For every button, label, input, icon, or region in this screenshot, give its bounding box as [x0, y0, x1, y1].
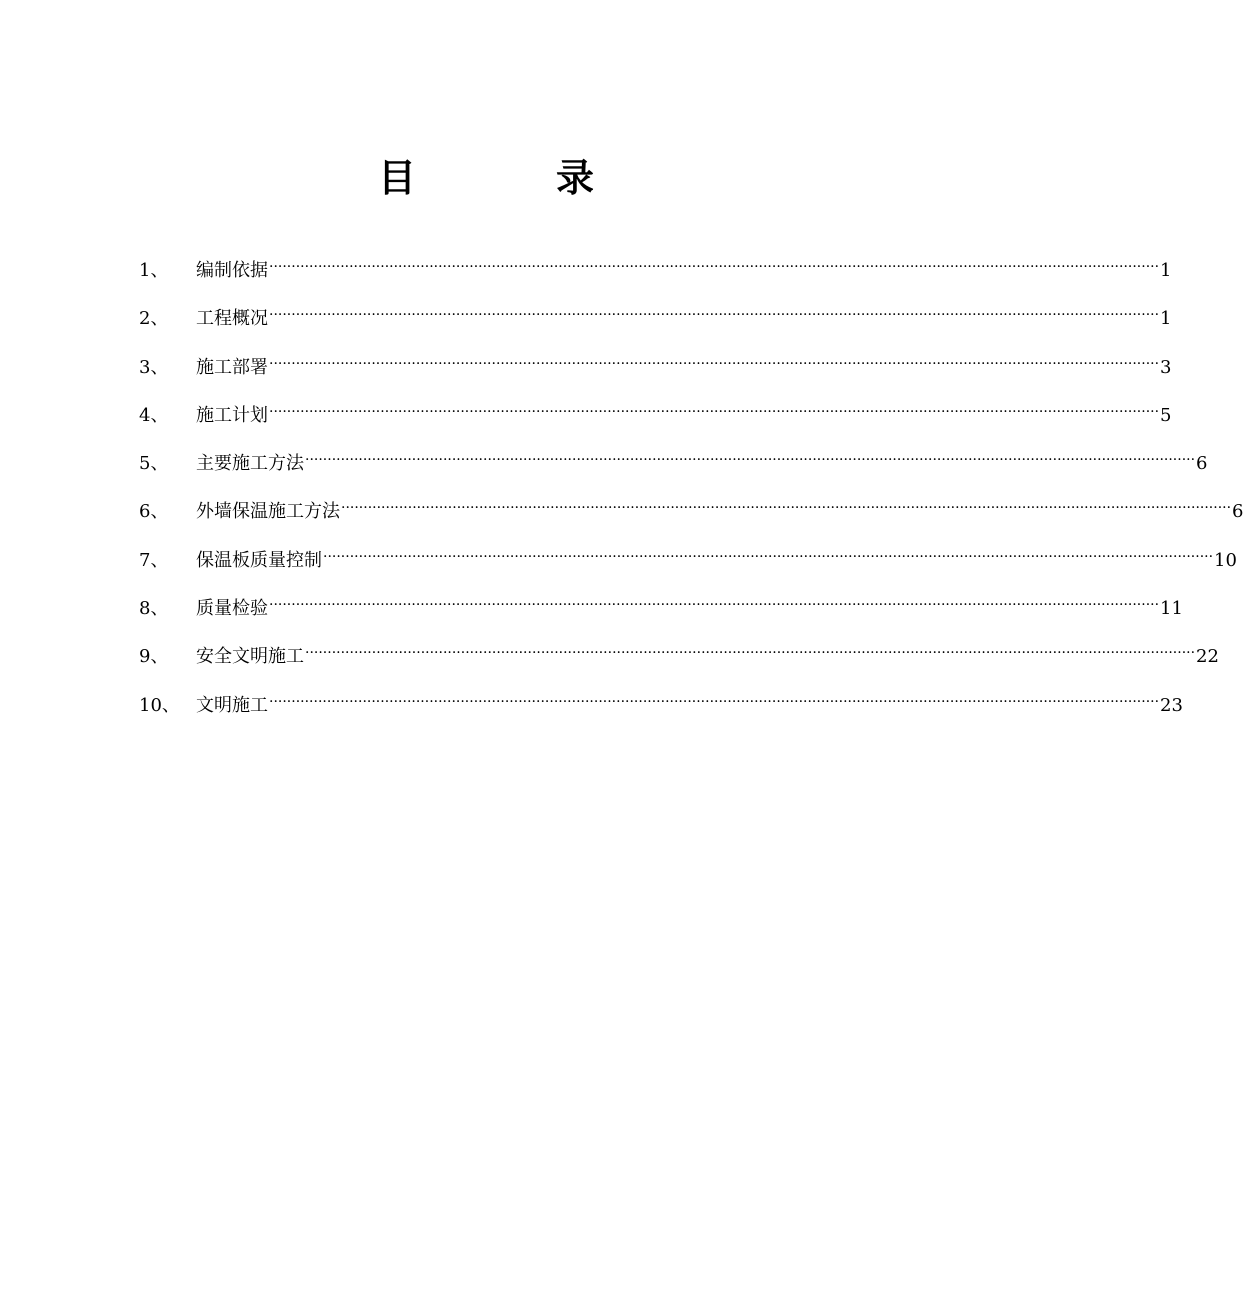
toc-entry-page: 22 [1196, 646, 1219, 668]
toc-dot-leader: ········································································································································································································ [269, 307, 1160, 324]
toc-entry-page: 10 [1214, 549, 1237, 571]
title-char-2: 录 [556, 156, 595, 200]
toc-entry[interactable] [139, 542, 1237, 590]
toc-entry-page: 23 [1160, 694, 1183, 716]
toc-entry-number: 7、 [139, 549, 169, 571]
toc-entry-page: 11 [1160, 598, 1183, 620]
toc-dot-leader: ········································································································································································································ [341, 500, 1232, 517]
toc-entry[interactable] [139, 590, 1183, 638]
toc-entry[interactable] [139, 687, 1183, 735]
toc-entry-label: 保温板质量控制 [196, 549, 322, 571]
toc-entry-number: 5、 [139, 453, 169, 475]
toc-entry[interactable] [139, 252, 1172, 300]
toc-entry[interactable] [139, 300, 1172, 348]
toc-entry-page: 3 [1160, 356, 1172, 378]
table-of-contents [139, 252, 1244, 735]
toc-entry[interactable] [139, 349, 1172, 397]
toc-entry[interactable] [139, 397, 1172, 445]
toc-entry[interactable] [139, 638, 1219, 686]
toc-entry[interactable] [139, 493, 1244, 541]
toc-entry[interactable] [139, 445, 1208, 493]
toc-entry-label: 工程概况 [196, 308, 268, 330]
toc-dot-leader: ········································································································································································································ [269, 693, 1160, 710]
toc-entry-number: 3、 [139, 356, 169, 378]
toc-entry-label: 文明施工 [196, 694, 268, 716]
toc-dot-leader: ········································································································································································································ [269, 355, 1160, 372]
page-title [0, 150, 920, 206]
toc-dot-leader: ········································································································································································································ [305, 452, 1196, 469]
toc-entry-number: 6、 [139, 501, 169, 523]
toc-entry-label: 外墙保温施工方法 [196, 501, 340, 523]
toc-dot-leader: ········································································································································································································ [305, 645, 1196, 662]
toc-entry-label: 主要施工方法 [196, 453, 304, 475]
toc-entry-page: 1 [1160, 260, 1172, 281]
toc-entry-number: 8、 [139, 598, 169, 620]
toc-entry-page: 6 [1232, 501, 1244, 523]
toc-dot-leader: ········································································································································································································ [269, 597, 1160, 614]
title-char-1: 目 [378, 156, 417, 200]
toc-entry-page: 6 [1196, 453, 1208, 475]
toc-entry-label: 施工计划 [196, 404, 268, 426]
toc-entry-number: 1、 [139, 260, 169, 281]
toc-entry-label: 质量检验 [196, 598, 268, 620]
toc-entry-label: 编制依据 [196, 260, 268, 281]
toc-dot-leader: ········································································································································································································ [269, 259, 1160, 275]
toc-dot-leader: ········································································································································································································ [269, 403, 1160, 420]
toc-entry-label: 安全文明施工 [196, 646, 304, 668]
toc-entry-page: 5 [1160, 404, 1172, 426]
toc-entry-page: 1 [1160, 308, 1172, 330]
toc-entry-number: 9、 [139, 646, 169, 668]
toc-entry-number: 2、 [139, 308, 169, 330]
toc-entry-number: 4、 [139, 404, 169, 426]
toc-dot-leader: ········································································································································································································ [323, 548, 1214, 565]
toc-entry-label: 施工部署 [196, 356, 268, 378]
toc-entry-number: 10、 [139, 694, 180, 716]
